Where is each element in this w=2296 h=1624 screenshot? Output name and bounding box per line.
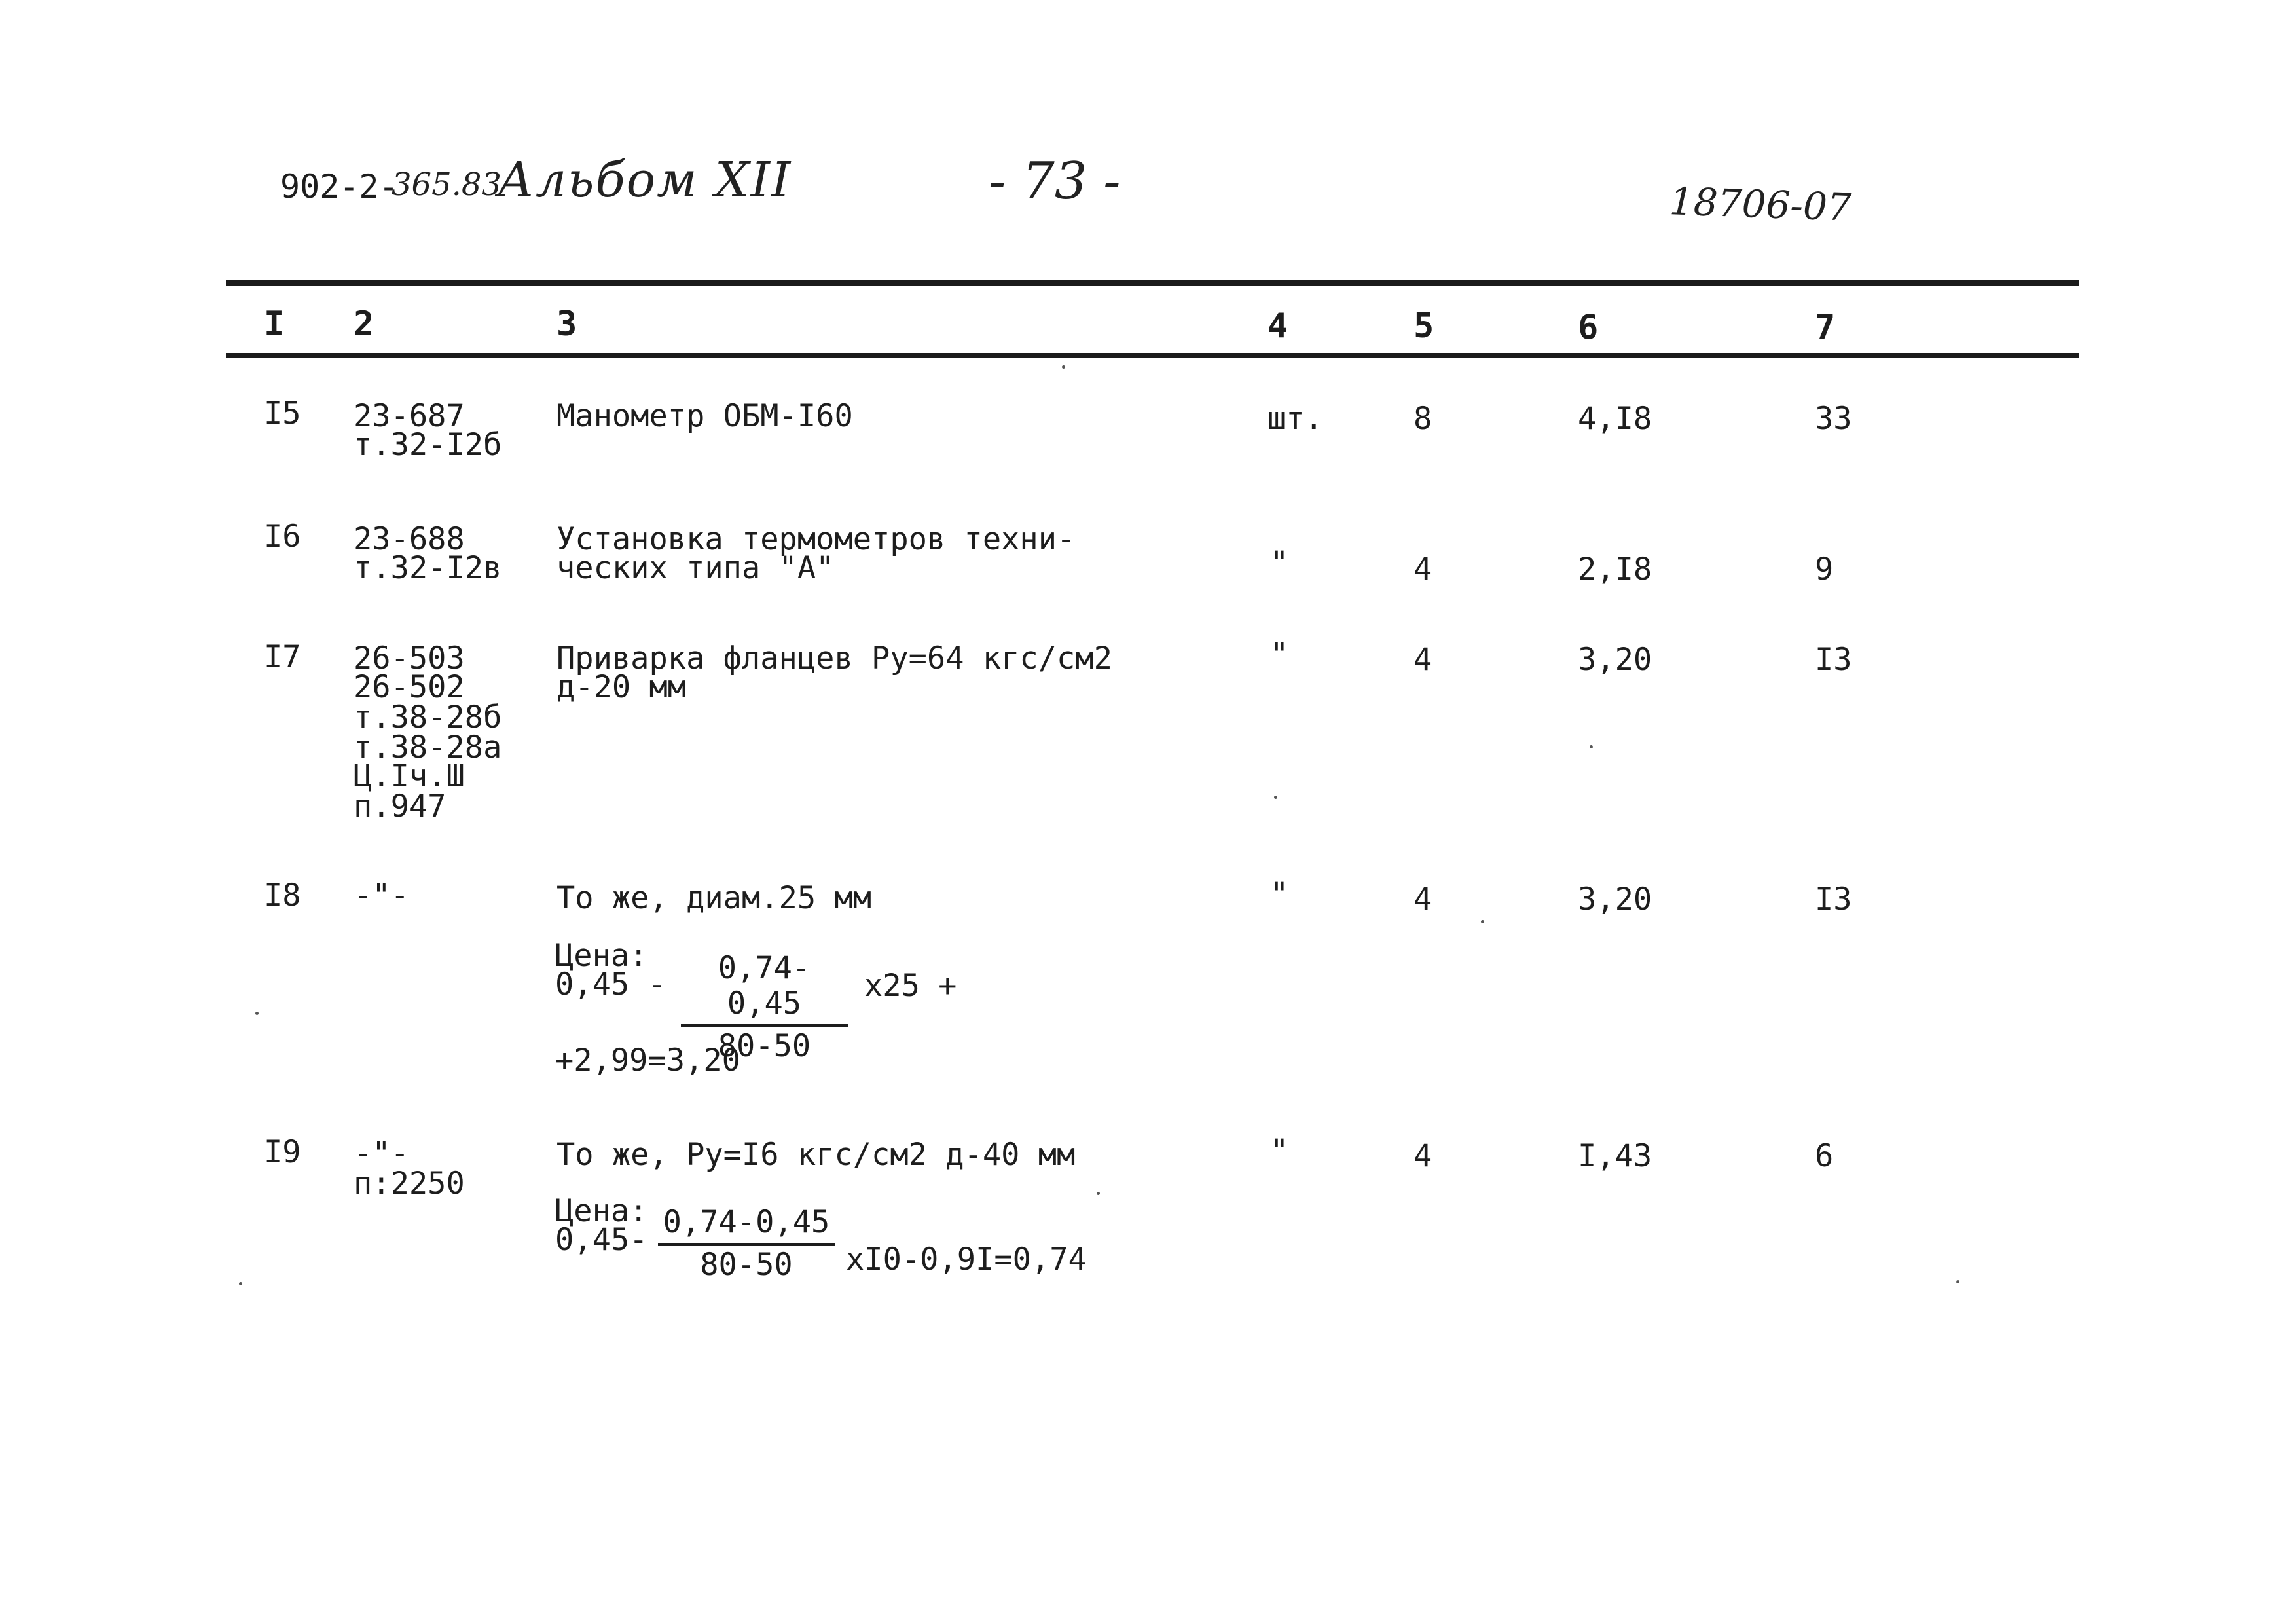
row-code-line: п.947	[354, 788, 446, 824]
row-number: I7	[264, 639, 301, 675]
column-header-7: 7	[1815, 308, 1836, 347]
column-header-2: 2	[354, 304, 374, 344]
calc-numerator: 0,74-0,45	[658, 1205, 835, 1246]
calc-fraction	[658, 1205, 835, 1285]
row-name-line: д-20 мм	[556, 669, 687, 705]
scan-speck	[239, 1282, 242, 1285]
row-quantity: 4	[1413, 1138, 1432, 1174]
row-code-line: т.38-28а	[354, 729, 502, 766]
row-quantity: 4	[1413, 642, 1432, 678]
row-unit: шт.	[1267, 401, 1323, 437]
row-name-line: Манометр ОБМ-I60	[556, 398, 853, 434]
row-price: 2,I8	[1578, 551, 1652, 587]
archive-stamp: 18706-07	[1668, 179, 1853, 230]
row-name-line: Приварка фланцев Ру=64 кгс/см2	[556, 640, 1112, 676]
row-total: 9	[1815, 551, 1834, 587]
row-unit: "	[1270, 1133, 1289, 1169]
row-code-line: т.32-I2в	[354, 550, 502, 586]
scan-speck	[1274, 796, 1277, 799]
scan-speck	[1062, 365, 1065, 369]
row-price: 3,20	[1578, 881, 1652, 917]
row-code-line: 26-502	[354, 669, 465, 705]
calc-label: Цена:	[555, 1193, 648, 1229]
row-code-line: -"-	[354, 877, 409, 913]
row-total: 6	[1815, 1138, 1834, 1174]
row-code-line: п:2250	[354, 1166, 465, 1202]
table-header-rule	[226, 353, 2079, 358]
calc-tail: x25 +	[864, 968, 957, 1004]
column-header-3: 3	[556, 304, 577, 344]
row-quantity: 8	[1413, 401, 1432, 437]
row-price: 3,20	[1578, 642, 1652, 678]
row-name-line: То же, диам.25 мм	[556, 880, 872, 916]
album-title: Альбом XII	[498, 152, 792, 208]
calc-lead: 0,45-	[555, 1222, 648, 1258]
row-price: 4,I8	[1578, 401, 1652, 437]
row-total: I3	[1815, 642, 1852, 678]
row-price: I,43	[1578, 1138, 1652, 1174]
row-unit: "	[1270, 545, 1289, 581]
calc-numerator: 0,74-0,45	[681, 951, 848, 1027]
scan-speck	[1956, 1280, 1959, 1283]
document-code-handwritten: 365.83	[392, 166, 501, 203]
row-unit: "	[1270, 876, 1289, 912]
calc-tail: xI0-0,9I=0,74	[846, 1242, 1087, 1278]
scan-speck	[255, 1012, 259, 1015]
row-number: I8	[264, 877, 301, 913]
column-header-5: 5	[1413, 306, 1434, 346]
row-number: I6	[264, 519, 301, 555]
row-code-line: 26-503	[354, 640, 465, 676]
row-code-line: т.32-I2б	[354, 427, 502, 463]
calc-denominator: 80-50	[700, 1247, 793, 1283]
column-header-1: I	[264, 304, 285, 344]
row-unit: "	[1270, 637, 1289, 673]
row-code-line: -"-	[354, 1135, 409, 1172]
column-header-6: 6	[1578, 308, 1599, 347]
row-number: I9	[264, 1134, 301, 1170]
scan-speck	[1481, 920, 1484, 923]
row-number: I5	[264, 396, 301, 432]
row-name-line: Установка термометров техни-	[556, 521, 1076, 557]
row-code-line: 23-687	[354, 398, 465, 434]
row-code-line: Ц.Iч.Ш	[354, 758, 465, 794]
document-code: 902-2-	[280, 168, 399, 206]
row-total: 33	[1815, 401, 1852, 437]
scan-speck	[1590, 745, 1593, 748]
row-quantity: 4	[1413, 551, 1432, 587]
column-header-4: 4	[1267, 306, 1288, 346]
page-number: - 73 -	[989, 152, 1121, 211]
calc-denominator: 80-50	[718, 1028, 811, 1064]
row-code-line: т.38-28б	[354, 699, 502, 735]
calc-label: Цена:	[555, 938, 648, 974]
table-top-rule	[226, 280, 2079, 286]
calc-result: +2,99=3,20	[555, 1043, 740, 1079]
row-name-line: То же, Ру=I6 кгс/см2 д-40 мм	[556, 1137, 1076, 1173]
row-total: I3	[1815, 881, 1852, 917]
row-code-line: 23-688	[354, 521, 465, 557]
scan-speck	[1097, 1192, 1100, 1195]
row-quantity: 4	[1413, 881, 1432, 917]
calc-lead: 0,45 -	[555, 967, 666, 1003]
row-name-line: ческих типа "А"	[556, 550, 835, 586]
